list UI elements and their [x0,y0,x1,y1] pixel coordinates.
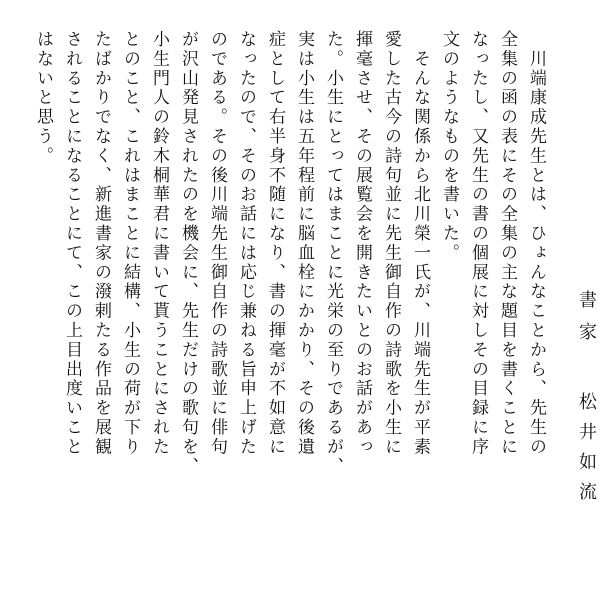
author-role: 書家 [576,290,597,354]
body-line: 揮毫させ、その展覧会を開きたいとのお話があっ [352,30,372,457]
body-line: 川端康成先生とは、ひょんなことから、先生の [526,30,546,457]
body-line: されることになることにて、この上目出度いこと [62,30,82,457]
body-line: なったので、そのお話には応じ兼ねる旨申上げた [236,30,256,457]
body-line: のである。その後川端先生御自作の詩歌並に俳句 [207,30,227,457]
body-line: 文のようなものを書いた。 [439,30,459,263]
body-line: 小生門人の鈴木桐華君に書いて貰うことにされた [149,30,169,457]
body-line: 全集の函の表にその全集の主な題目を書くことに [497,30,517,457]
body-line: 症として右半身不随になり、書の揮毫が不如意に [265,30,285,457]
body-line: が沢山発見されたのを機会に、先生だけの歌句を、 [178,30,198,477]
body-line: はないと思う。 [33,30,53,166]
body-line: 愛した古今の詩句並に先生御自作の詩歌を小生に [381,30,401,457]
body-line: なったし、又先生の書の個展に対しその目録に序 [468,30,488,457]
body-line: 実は小生は五年程前に脳血栓にかかり、その後遺 [294,30,314,457]
author-name: 松井如流 [576,392,597,512]
body-line: そんな関係から北川榮一氏が、川端先生が平素 [410,30,430,457]
body-line: た。小生にとってはまことに光栄の至りであるが、 [323,30,343,477]
body-line: たばかりでなく、新進書家の潑剌たる作品を展観 [91,30,111,457]
body-line: とのこと、これはまことに結構、小生の荷が下り [120,30,140,457]
